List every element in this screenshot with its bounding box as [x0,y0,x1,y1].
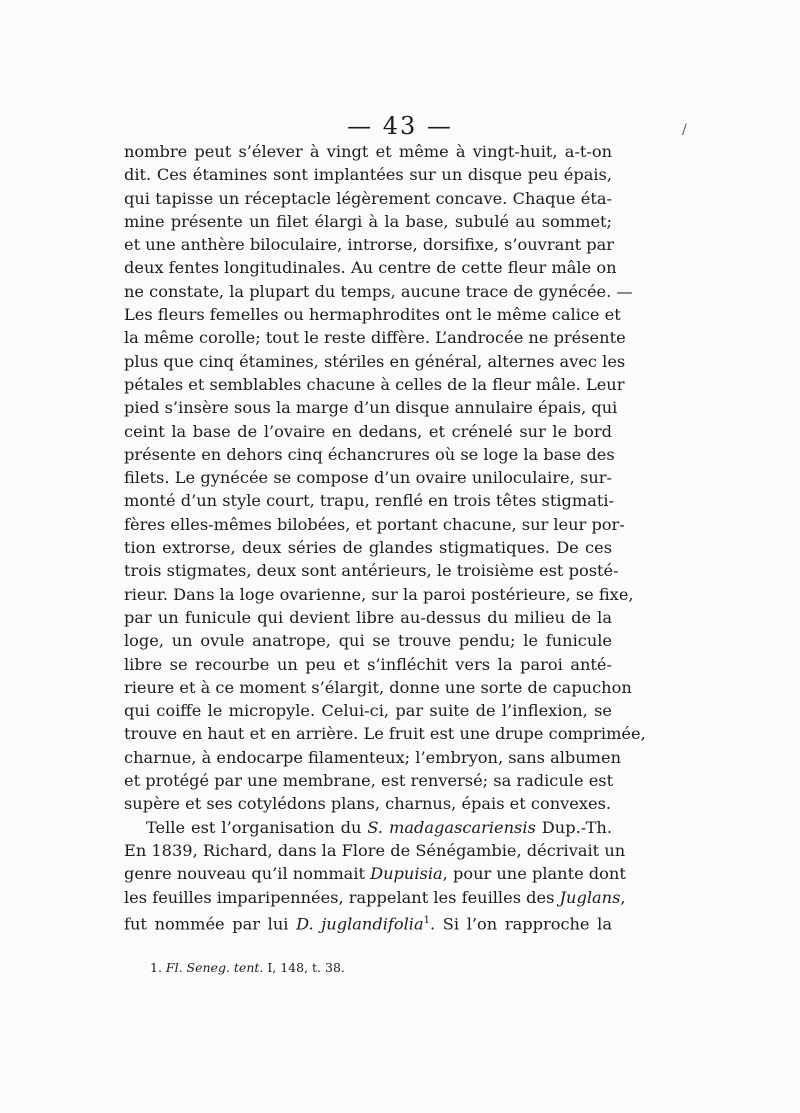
text-line: rieure et à ce moment s’élargit, donne une sorte de capuchon [124,677,632,697]
text-line: trois stigmates, deux sont antérieurs, le troisième est posté- [124,561,619,581]
text-line: supère et ses cotylédons plans, charnus, épais et convexes. [124,794,612,814]
text-line [124,886,626,909]
footnote-number: 1. [150,960,162,975]
author-abbrev: Dup.-Th. [535,817,612,837]
text-line: pétales et semblables chacune à celles de la fleur mâle. Leur [124,374,625,394]
text-line: et protégé par une membrane, est renversé; sa radicule est [124,771,614,791]
text-fragment: genre nouveau qu’il nommait [124,864,371,884]
page-number: — 43 — [347,112,453,140]
text-fragment: Telle est l’organisation du [146,817,368,837]
species-name: D. juglandifolia [296,914,424,934]
text-line: qui coiffe le micropyle. Celui-ci, par suite de l’inflexion, se [124,701,612,721]
text-line: qui tapisse un réceptacle légèrement concave. Chaque éta- [124,188,612,208]
text-line: En 1839, Richard, dans la Flore de Sénégambie, décrivait un [124,840,626,860]
text-fragment: , pour une plante dont [442,864,626,884]
text-line: Les fleurs femelles ou hermaphrodites ont le même calice et [124,305,621,325]
text-line: ceint la base de l’ovaire en dedans, et crénelé sur le bord [124,421,612,441]
species-name: S. madagascariensis [367,817,536,837]
margin-mark: / [682,122,687,138]
footnote-reference: I, 148, t. 38. [263,960,345,975]
paragraph-start-line [124,816,612,839]
text-line: dit. Ces étamines sont implantées sur un disque peu épais, [124,165,612,185]
text-line: loge, un ovule anatrope, qui se trouve pendu; le funicule [124,631,612,651]
text-line: plus que cinq étamines, stériles en général, alternes avec les [124,351,626,371]
text-line [124,909,612,932]
text-line: tion extrorse, deux séries de glandes stigmatiques. De ces [124,538,612,558]
text-line: et une anthère biloculaire, introrse, dorsifixe, s’ouvrant par [124,235,615,255]
text-fragment: les feuilles imparipennées, rappelant les feuilles des [124,887,560,907]
text-fragment: , [620,887,626,907]
footnote-source: Fl. Seneg. tent. [165,960,264,975]
text-line: présente en dehors cinq échancrures où se loge la base des [124,444,615,464]
text-line: fères elles-mêmes bilobées, et portant chacune, sur leur por- [124,514,625,534]
text-line: filets. Le gynécée se compose d’un ovaire uniloculaire, sur- [124,468,612,488]
text-line: deux fentes longitudinales. Au centre de cette fleur mâle on [124,258,617,278]
text-line: la même corolle; tout le reste diffère. L’androcée ne présente [124,328,626,348]
text-line: pied s’insère sous la marge d’un disque annulaire épais, qui [124,398,618,418]
genus-name: Dupuisia [370,864,443,884]
text-fragment: . Si l’on rapproche la [430,914,612,934]
text-line: par un funicule qui devient libre au-dessus du milieu de la [124,607,612,627]
text-line: ne constate, la plupart du temps, aucune trace de gynécée. — [124,281,633,301]
text-line: monté d’un style court, trapu, renflé en trois têtes stigmati- [124,491,615,511]
text-line: rieur. Dans la loge ovarienne, sur la paroi postérieure, se fixe, [124,584,634,604]
text-line [124,862,626,885]
footnote-ref: 1 [423,914,430,926]
text-line: mine présente un filet élargi à la base, subulé au sommet; [124,211,612,231]
genus-name: Juglans [559,887,621,907]
body-text [124,140,646,934]
text-line: trouve en haut et en arrière. Le fruit est une drupe comprimée, [124,724,646,744]
text-fragment: fut nommée par lui [124,914,297,934]
text-line: charnue, à endocarpe filamenteux; l’embryon, sans albumen [124,747,622,767]
footnote [150,960,345,975]
text-line: libre se recourbe un peu et s’infléchit vers la paroi anté- [124,654,612,674]
text-line: nombre peut s’élever à vingt et même à vingt-huit, a-t-on [124,142,612,161]
